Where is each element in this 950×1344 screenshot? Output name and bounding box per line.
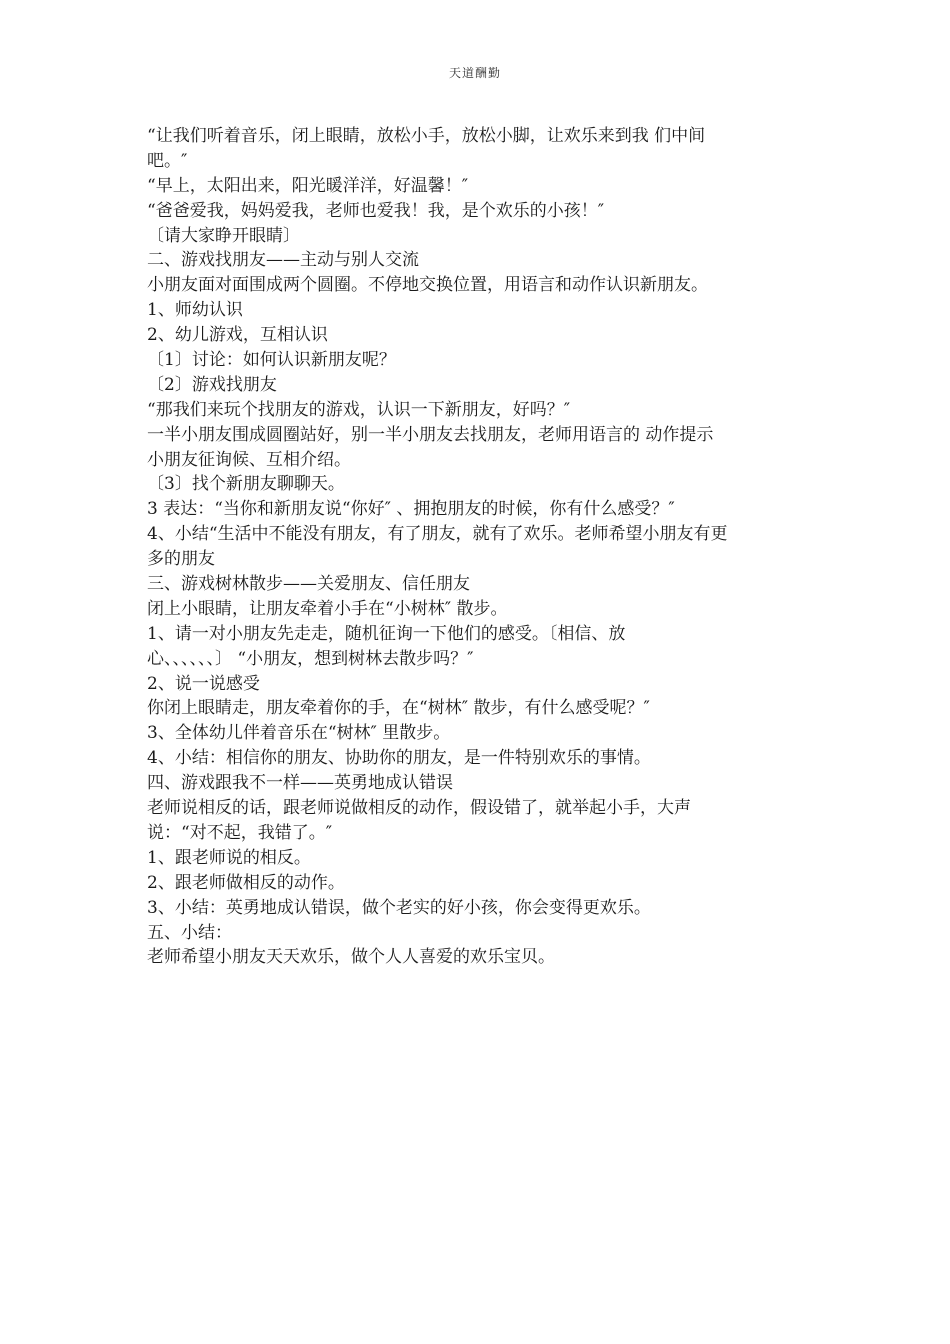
text-line: 〔1〕讨论：如何认识新朋友呢？ — [147, 350, 396, 371]
text-line: 〔3〕找个新朋友聊聊天。 — [147, 474, 345, 495]
text-line: 1、师幼认识 — [147, 300, 243, 321]
text-line: 〔请大家睁开眼睛〕 — [147, 225, 300, 246]
text-line: 2、幼儿游戏，互相认识 — [147, 325, 328, 346]
text-line: “早上，太阳出来，阳光暖洋洋，好温馨！″ — [147, 175, 469, 196]
text-line: 1、请一对小朋友先走走，随机征询一下他们的感受。〔相信、放 — [147, 623, 626, 644]
text-line: 吧。″ — [147, 150, 188, 171]
text-line: 2、说一说感受 — [147, 673, 260, 694]
section-heading: 五、小结： — [147, 922, 232, 943]
section-heading: 四、游戏跟我不一样——英勇地成认错误 — [147, 773, 453, 794]
text-line: 多的朋友 — [147, 549, 215, 570]
section-heading: 二、游戏找朋友——主动与别人交流 — [147, 250, 419, 271]
text-line: 4、小结：相信你的朋友、协助你的朋友，是一件特别欢乐的事情。 — [147, 748, 651, 769]
text-line: 〔2〕游戏找朋友 — [147, 374, 277, 395]
text-line: 4、小结“生活中不能没有朋友，有了朋友，就有了欢乐。老师希望小朋友有更 — [147, 524, 728, 545]
text-line: “爸爸爱我，妈妈爱我，老师也爱我！我，是个欢乐的小孩！″ — [147, 200, 605, 221]
text-line: 1、跟老师说的相反。 — [147, 847, 311, 868]
text-line: 小朋友征询候、互相介绍。 — [147, 449, 351, 470]
text-line: 一半小朋友围成圆圈站好，别一半小朋友去找朋友，老师用语言的 动作提示 — [147, 424, 714, 445]
text-line: 3 表达：“当你和新朋友说“你好″ 、拥抱朋友的时候，你有什么感受？″ — [147, 499, 675, 520]
text-line: 闭上小眼睛，让朋友牵着小手在“小树林″ 散步。 — [147, 598, 508, 619]
section-heading: 三、游戏树林散步——关爱朋友、信任朋友 — [147, 574, 470, 595]
text-line: 老师说相反的话，跟老师说做相反的动作，假设错了，就举起小手，大声 — [147, 798, 691, 819]
text-line: 小朋友面对面围成两个圆圈。不停地交换位置，用语言和动作认识新朋友。 — [147, 275, 708, 296]
text-line: 2、跟老师做相反的动作。 — [147, 872, 345, 893]
text-line: 3、小结：英勇地成认错误，做个老实的好小孩，你会变得更欢乐。 — [147, 897, 651, 918]
text-line: 老师希望小朋友天天欢乐，做个人人喜爱的欢乐宝贝。 — [147, 947, 555, 968]
text-line: “那我们来玩个找朋友的游戏，认识一下新朋友，好吗？″ — [147, 399, 571, 420]
text-line: “让我们听着音乐，闭上眼睛，放松小手，放松小脚，让欢乐来到我 们中间 — [147, 126, 706, 146]
text-line: 你闭上眼睛走，朋友牵着你的手，在“树林″ 散步，有什么感受呢？″ — [147, 698, 650, 719]
page-header: 天道酬勤 — [448, 66, 501, 80]
text-line: 心、、、、、、〕 “小朋友，想到树林去散步吗？″ — [147, 648, 474, 669]
document-body — [147, 124, 802, 970]
text-line: 3、全体幼儿伴着音乐在“树林″ 里散步。 — [147, 723, 451, 744]
text-line: 说：“对不起，我错了。″ — [147, 822, 333, 843]
